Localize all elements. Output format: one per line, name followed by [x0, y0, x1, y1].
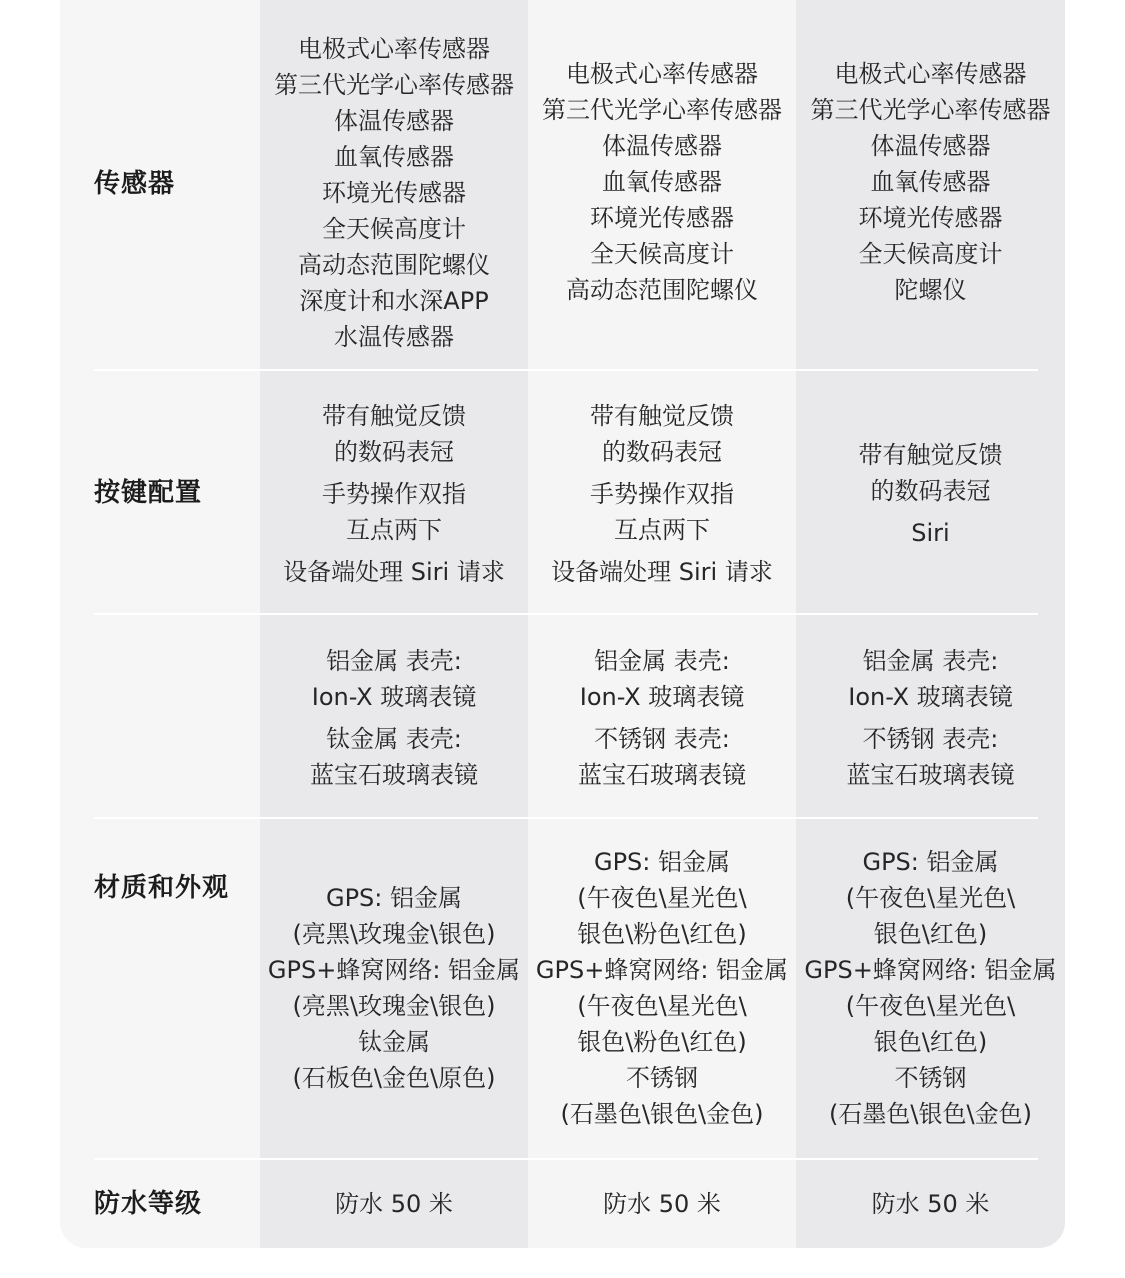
sensor-item: 电极式心率传感器 [834, 60, 1027, 88]
sensor-item: 血氧传感器 [870, 168, 991, 196]
row-divider [94, 817, 1038, 819]
finish-cell-2 [528, 844, 796, 1132]
sensors-cell-2 [528, 56, 796, 308]
finish-line: GPS: 铝金属 [593, 848, 731, 876]
glass-cell-2 [528, 640, 796, 796]
feature-line: 带有触觉反馈 [322, 402, 466, 430]
sensor-item: 第三代光学心率传感器 [810, 96, 1051, 124]
water-rating: 防水 50 米 [871, 1190, 990, 1218]
case-option [312, 643, 477, 715]
row-label-buttons: 按键配置 [94, 478, 203, 508]
case-line: Ion-X 玻璃表镜 [579, 683, 745, 711]
water-rating: 防水 50 米 [335, 1190, 453, 1218]
finish-line: (午夜色\星光色\ [577, 992, 747, 1020]
button-feature [283, 554, 505, 590]
buttons-cell-2 [528, 396, 796, 592]
finish-cell-1 [260, 880, 528, 1096]
sensor-item: 电极式心率传感器 [566, 60, 758, 88]
sensor-item: 深度计和水深APP [299, 286, 489, 315]
case-line: 蓝宝石玻璃表镜 [310, 761, 478, 789]
feature-line: 互点两下 [614, 516, 710, 544]
buttons-cell-3 [796, 436, 1065, 552]
finish-line: GPS+蜂窝网络: 铝金属 [267, 956, 521, 984]
case-line: 钛金属 表壳: [326, 725, 462, 753]
feature-line: 的数码表冠 [602, 438, 722, 466]
finish-line: 不锈钢 [894, 1064, 967, 1092]
finish-line: (午夜色\星光色\ [845, 992, 1016, 1020]
finish-line: 银色\粉色\红色) [577, 920, 747, 948]
case-option [310, 721, 478, 793]
sensor-item: 全天候高度计 [590, 240, 734, 268]
sensor-item: 全天候高度计 [858, 240, 1003, 268]
sensor-item: 环境光传感器 [590, 204, 734, 232]
button-feature [322, 398, 466, 470]
case-line: 铝金属 表壳: [594, 647, 730, 675]
finish-line: (亮黑\玫瑰金\银色) [292, 920, 496, 948]
case-line: 铝金属 表壳: [862, 647, 999, 675]
case-line: 不锈钢 表壳: [862, 725, 999, 753]
finish-line: (亮黑\玫瑰金\银色) [292, 992, 496, 1020]
buttons-cell-1 [260, 396, 528, 592]
finish-line: (石墨色\银色\金色) [829, 1100, 1032, 1128]
sensor-item: 水温传感器 [334, 322, 454, 351]
sensor-item: 环境光传感器 [322, 178, 466, 207]
finish-line: GPS+蜂窝网络: 铝金属 [535, 956, 789, 984]
sensor-item: 第三代光学心率传感器 [542, 96, 782, 124]
case-option [848, 643, 1013, 715]
finish-line: (石墨色\银色\金色) [560, 1100, 764, 1128]
feature-line: 手势操作双指 [590, 480, 734, 508]
sensor-item: 环境光传感器 [858, 204, 1003, 232]
button-feature [590, 398, 734, 470]
feature-line: 设备端处理 Siri 请求 [551, 558, 773, 586]
button-feature [911, 515, 949, 551]
sensor-item: 高动态范围陀螺仪 [566, 276, 758, 304]
sensors-cell-1 [260, 20, 528, 365]
sensor-item: 高动态范围陀螺仪 [298, 250, 490, 279]
row-divider [94, 369, 1038, 371]
row-divider [94, 613, 1038, 615]
spec-comparison-table [60, 0, 1065, 1248]
case-line: 蓝宝石玻璃表镜 [578, 761, 746, 789]
finish-line: GPS: 铝金属 [862, 848, 999, 876]
case-line: 不锈钢 表壳: [594, 725, 730, 753]
feature-line: 带有触觉反馈 [590, 402, 734, 430]
water-cell-2 [528, 1186, 796, 1222]
sensor-item: 电极式心率传感器 [298, 34, 490, 63]
finish-line: GPS: 铝金属 [325, 884, 463, 912]
glass-cell-1 [260, 640, 528, 796]
water-cell-1 [260, 1186, 528, 1222]
row-label-sensors: 传感器 [94, 169, 176, 199]
button-feature [590, 476, 734, 548]
sensor-item: 血氧传感器 [334, 142, 454, 171]
feature-line: 互点两下 [346, 516, 442, 544]
finish-line: (午夜色\星光色\ [845, 884, 1016, 912]
sensor-item: 陀螺仪 [894, 276, 967, 304]
finish-line: 不锈钢 [626, 1064, 698, 1092]
button-feature [859, 437, 1003, 509]
button-feature [551, 554, 773, 590]
sensor-item: 第三代光学心率传感器 [274, 70, 514, 99]
sensor-item: 体温传感器 [334, 106, 454, 135]
finish-line: 银色\粉色\红色) [577, 1028, 747, 1056]
feature-line: 的数码表冠 [870, 477, 991, 505]
button-feature [322, 476, 466, 548]
case-line: Ion-X 玻璃表镜 [848, 683, 1013, 711]
finish-line: GPS+蜂窝网络: 铝金属 [804, 956, 1057, 984]
case-line: 蓝宝石玻璃表镜 [846, 761, 1015, 789]
case-option [578, 721, 746, 793]
case-option [847, 721, 1015, 793]
finish-cell-3 [796, 844, 1065, 1132]
sensor-item: 体温传感器 [602, 132, 722, 160]
row-divider [94, 1158, 1038, 1160]
finish-line: 银色\红色) [873, 1028, 988, 1056]
feature-line: Siri [911, 519, 950, 547]
finish-line: (午夜色\星光色\ [577, 884, 747, 912]
case-line: 铝金属 表壳: [326, 647, 462, 675]
feature-line: 手势操作双指 [322, 480, 466, 508]
glass-cell-3 [796, 640, 1065, 796]
row-label-water: 防水等级 [94, 1189, 203, 1219]
finish-line: 银色\红色) [873, 920, 988, 948]
water-rating: 防水 50 米 [603, 1190, 721, 1218]
feature-line: 带有触觉反馈 [858, 441, 1003, 469]
sensor-item: 全天候高度计 [322, 214, 466, 243]
case-line: Ion-X 玻璃表镜 [311, 683, 477, 711]
sensor-item: 血氧传感器 [602, 168, 722, 196]
sensors-cell-3 [796, 56, 1065, 308]
case-option [580, 643, 745, 715]
water-cell-3 [796, 1186, 1065, 1222]
finish-line: (石板色\金色\原色) [292, 1064, 496, 1092]
sensor-item: 体温传感器 [870, 132, 991, 160]
feature-line: 设备端处理 Siri 请求 [283, 558, 505, 586]
row-label-materials: 材质和外观 [94, 873, 230, 903]
feature-line: 的数码表冠 [334, 438, 454, 466]
finish-line: 钛金属 [358, 1028, 430, 1056]
